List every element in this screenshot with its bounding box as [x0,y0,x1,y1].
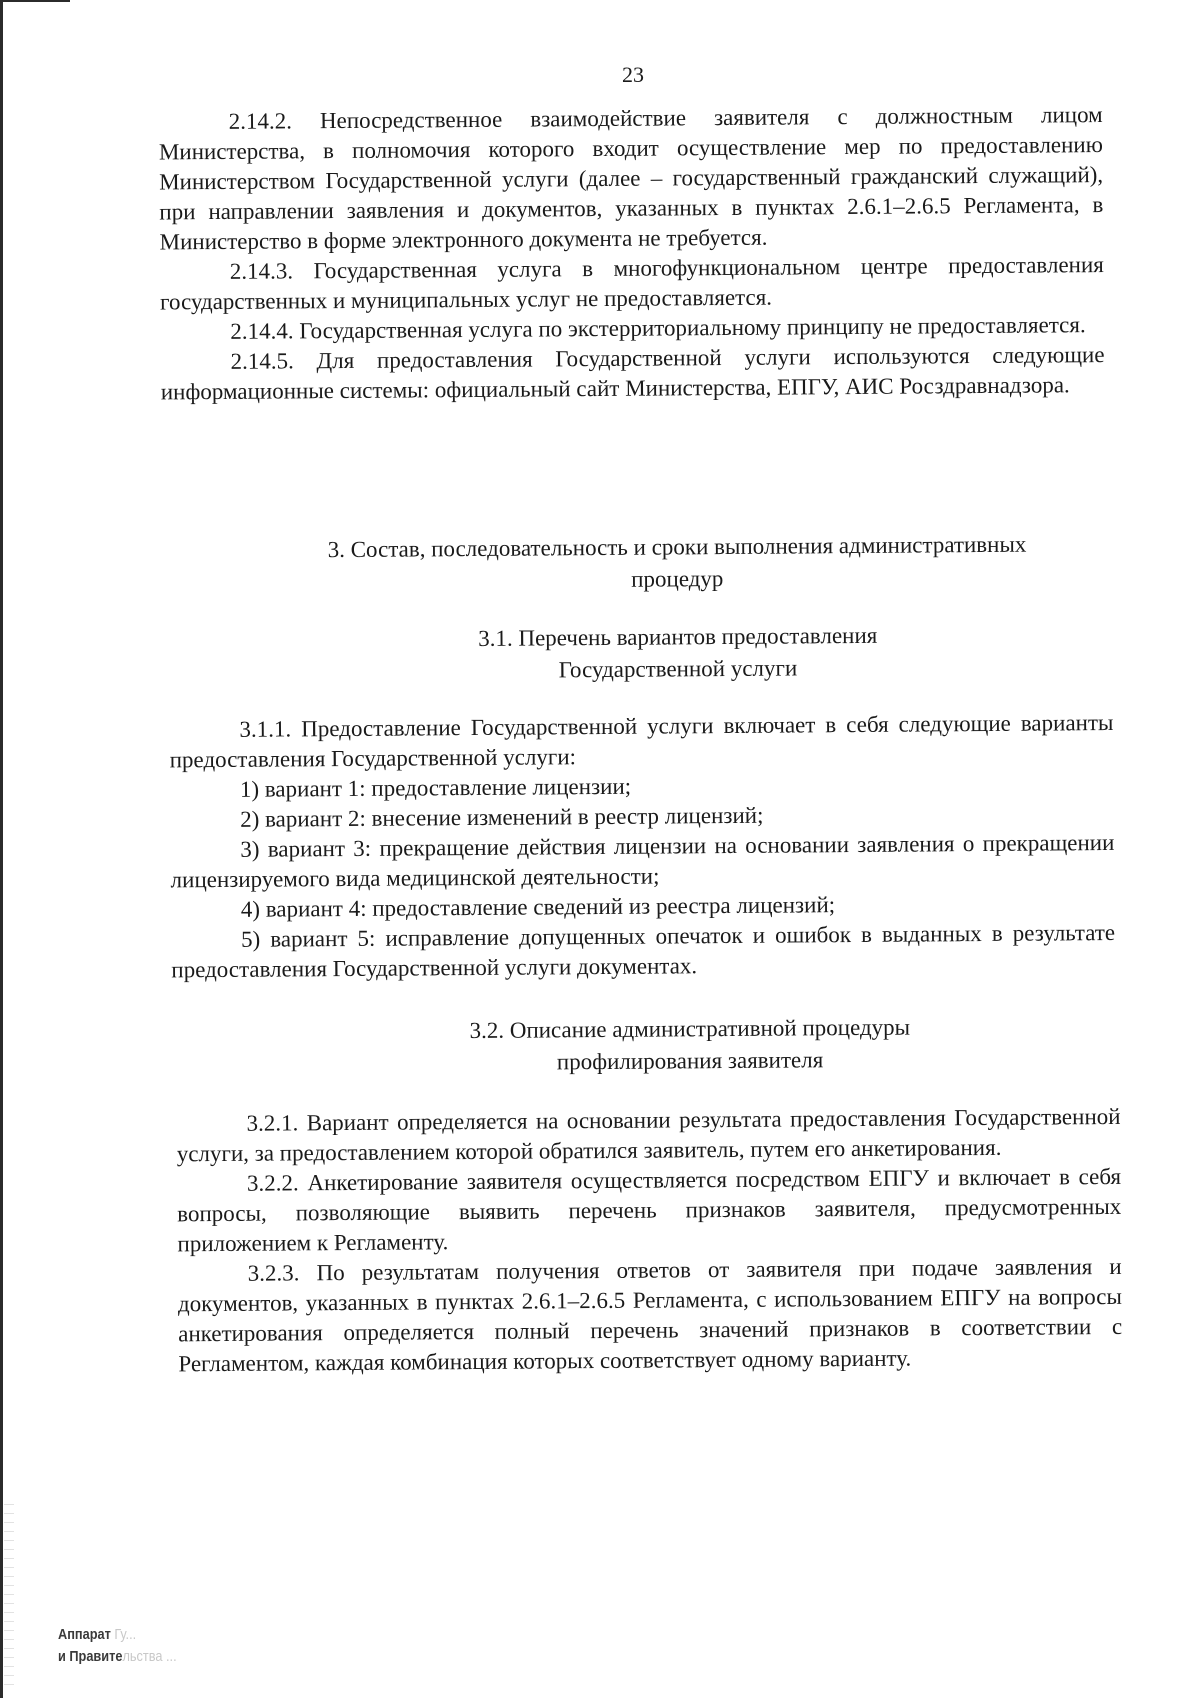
section-3-2 [176,1102,1122,1379]
stamp-line-1-text: Аппарат [58,1626,111,1643]
heading-section-3-1 [379,619,977,688]
paragraph-3-2-1: 3.2.1. Вариант определяется на основании результата предоставления Государственной услуги, за предоставлением которой обратился заявитель, путем его анкетирования. [176,1103,1121,1167]
stamp-line-2 [58,1646,177,1668]
archive-stamp [58,1624,177,1668]
paragraph-2-14-2: 2.14.2. Непосредственное взаимодействие заявителя с должностным лицом Министерства, в полномочия которого входит осуществление мер по предоставлению Министерством Государственной услуги (далее – государственный гражданский служащий), при направлении заявления и документов, указанных в пунктах 2.6.1–2.6.5 Регламента, в Министерство в форме электронного документа не требуется. [158,102,1104,255]
paragraph-3-2-3: 3.2.3. По результатам получения ответов от заявителя при подаче заявления и документов, указанных в пунктах 2.6.1–2.6.5 Регламента, с использованием ЕПГУ на вопросы анкетирования определяется полный перечень значений признаков в соответствии с Регламентом, каждая комбинация которых соответствует одному варианту. [177,1253,1123,1377]
paragraph-3-2-2: 3.2.2. Анкетирование заявителя осуществляется посредством ЕПГУ и включает в себя вопросы, позволяющие выявить перечень признаков заявителя, предусмотренных приложением к Регламенту. [177,1163,1122,1257]
heading-section-3-2 [382,1011,998,1080]
heading-section-3-2-line1: 3.2. Описание административной процедуры [469,1014,911,1044]
section-2-14 [159,100,1105,407]
variant-item: 5) вариант 5: исправление допущенных опечаток и ошибок в выданных в результате предоставления Государственной услуги документах. [171,919,1116,983]
variant-item: 4) вариант 4: предоставление сведений из реестра лицензий; [240,892,836,922]
variant-item: 2) вариант 2: внесение изменений в реестр лицензий; [240,802,764,832]
variant-item: 3) вариант 3: прекращение действия лицензии на основании заявления о прекращении лицензируемого вида медицинской деятельности; [170,829,1115,893]
heading-section-3-line1: 3. Состав, последовательность и сроки выполнения административных [327,531,1027,563]
stamp-line-1-faded: Гу... [110,1626,137,1643]
stamp-line-1 [58,1624,177,1646]
page-number: 23 [622,62,644,87]
stamp-line-2-faded: льства ... [122,1648,177,1665]
heading-section-3-line2: процедур [631,566,724,592]
stamp-line-2-text: и Правите [58,1648,123,1665]
paragraph-2-14-3: 2.14.3. Государственная услуга в многофункциональном центре предоставления государственных и муниципальных услуг не предоставляется. [159,252,1104,315]
heading-section-3-1-line2: Государственной услуги [558,655,798,683]
paragraph-2-14-4: 2.14.4. Государственная услуга по экстерриториальному принципу не предоставляется. [230,312,1086,344]
heading-section-3 [228,528,1126,599]
heading-section-3-2-line2: профилирования заявителя [556,1047,824,1075]
section-3-1 [169,708,1115,985]
paragraph-3-1-1: 3.1.1. Предоставление Государственной услуги включает в себя следующие варианты предоставления Государственной услуги: [169,709,1114,773]
variant-item: 1) вариант 1: предоставление лицензии; [239,773,632,802]
heading-section-3-1-line1: 3.1. Перечень вариантов предоставления [478,622,878,651]
paragraph-2-14-5: 2.14.5. Для предоставления Государственной услуги используются следующие информационные системы: официальный сайт Министерства, ЕПГУ, АИС Росздравнадзора. [160,342,1105,405]
scan-corner-mark [0,0,70,2]
